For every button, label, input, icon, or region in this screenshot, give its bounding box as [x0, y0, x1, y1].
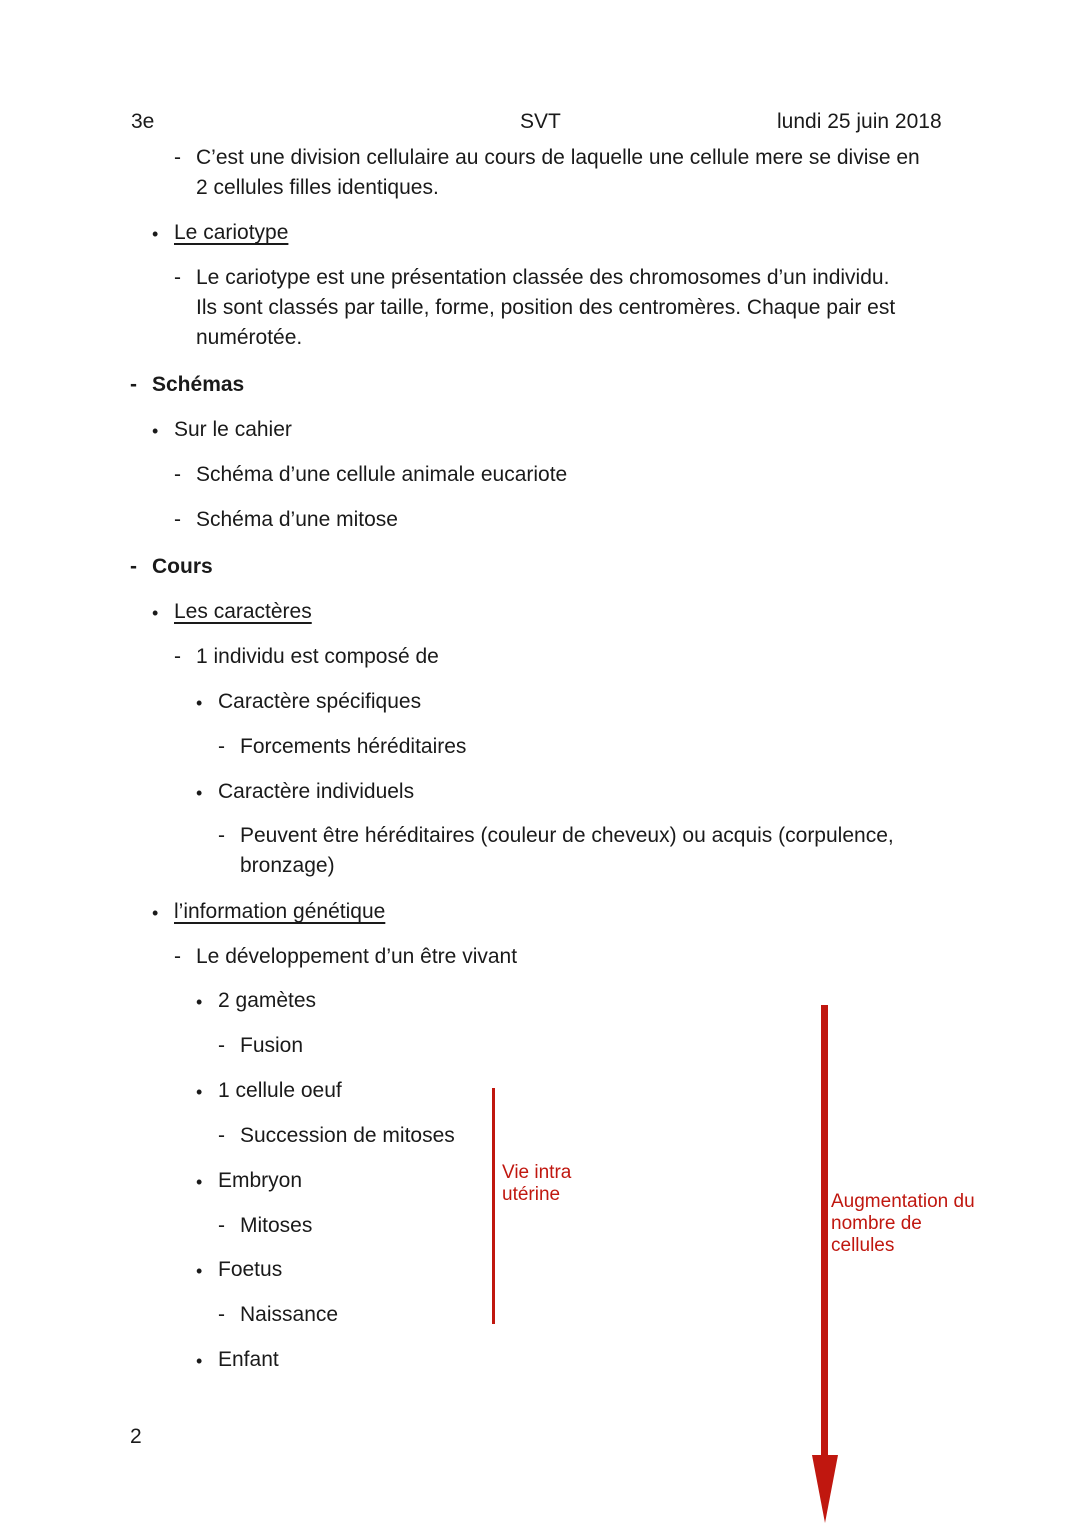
schemas-sub: Sur le cahier [174, 418, 292, 441]
dash-marker: - [174, 945, 181, 968]
dash-marker: - [174, 463, 181, 486]
dash-marker: - [218, 1214, 225, 1237]
genetique-intro: Le développement d’un être vivant [196, 945, 518, 968]
bullet-marker: • [196, 783, 203, 803]
stage-oeuf: 1 cellule oeuf [218, 1079, 342, 1102]
cours-title: Cours [152, 555, 213, 578]
augmentation-label-3: cellules [831, 1235, 895, 1256]
bullet-marker: • [196, 1261, 203, 1281]
header-date: lundi 25 juin 2018 [777, 110, 942, 133]
page-number: 2 [130, 1425, 142, 1448]
dash-marker: - [174, 266, 181, 289]
vie-intra-label-2: utérine [502, 1184, 561, 1205]
bullet-marker: • [196, 1082, 203, 1102]
intro-line-1: C’est une division cellulaire au cours de laquelle une cellule mere se divise en [196, 146, 920, 169]
stage-mitoses-succession: Succession de mitoses [240, 1124, 455, 1147]
schemas-item-2: Schéma d’une mitose [196, 508, 398, 531]
vie-intra-label-1: Vie intra [502, 1162, 572, 1183]
caracteres-specifiques-detail: Forcements héréditaires [240, 735, 467, 758]
dash-marker: - [174, 645, 181, 668]
caracteres-specifiques: Caractère spécifiques [218, 690, 422, 713]
cariotype-line-1: Le cariotype est une présentation classée des chromosomes d’un individu. [196, 266, 890, 289]
stage-fusion: Fusion [240, 1034, 304, 1057]
augmentation-label-2: nombre de [831, 1213, 922, 1234]
stage-enfant: Enfant [218, 1348, 279, 1371]
dash-marker: - [174, 508, 181, 531]
bullet-marker: • [196, 992, 203, 1012]
dash-marker: - [174, 146, 181, 169]
stage-mitoses: Mitoses [240, 1214, 313, 1237]
stage-embryon: Embryon [218, 1169, 303, 1192]
dash-marker: - [130, 373, 137, 396]
cariotype-line-2: Ils sont classés par taille, forme, position des centromères. Chaque pair est [196, 296, 896, 319]
caracteres-individuels: Caractère individuels [218, 780, 415, 803]
header-class: 3e [131, 110, 155, 133]
bullet-marker: • [152, 903, 159, 923]
dash-marker: - [218, 1303, 225, 1326]
schemas-item-1: Schéma d’une cellule animale eucariote [196, 463, 568, 486]
stage-naissance: Naissance [240, 1303, 339, 1326]
bullet-marker: • [196, 1351, 203, 1371]
bullet-marker: • [152, 224, 159, 244]
header-subject: SVT [520, 110, 561, 133]
dash-marker: - [218, 1034, 225, 1057]
bullet-marker: • [196, 693, 203, 713]
bullet-marker: • [152, 603, 159, 623]
cariotype-line-3: numérotée. [196, 326, 303, 349]
augmentation-label-1: Augmentation du [831, 1191, 975, 1212]
vie-intra-uterine-bracket [492, 1088, 495, 1324]
caracteres-individuels-line-2: bronzage) [240, 854, 335, 877]
dash-marker: - [218, 735, 225, 758]
dash-marker: - [218, 1124, 225, 1147]
stage-gametes: 2 gamètes [218, 989, 317, 1012]
schemas-title: Schémas [152, 373, 245, 396]
caracteres-individuels-line-1: Peuvent être héréditaires (couleur de cheveux) ou acquis (corpulence, [240, 824, 894, 847]
cariotype-title: Le cariotype [174, 221, 289, 244]
genetique-title: l’information génétique [174, 900, 386, 923]
caracteres-intro: 1 individu est composé de [196, 645, 439, 668]
bullet-marker: • [196, 1172, 203, 1192]
caracteres-title: Les caractères [174, 600, 312, 623]
dash-marker: - [130, 555, 137, 578]
dash-marker: - [218, 824, 225, 847]
augmentation-arrow [808, 1005, 842, 1525]
stage-foetus: Foetus [218, 1258, 283, 1281]
bullet-marker: • [152, 421, 159, 441]
intro-line-2: 2 cellules filles identiques. [196, 176, 439, 199]
